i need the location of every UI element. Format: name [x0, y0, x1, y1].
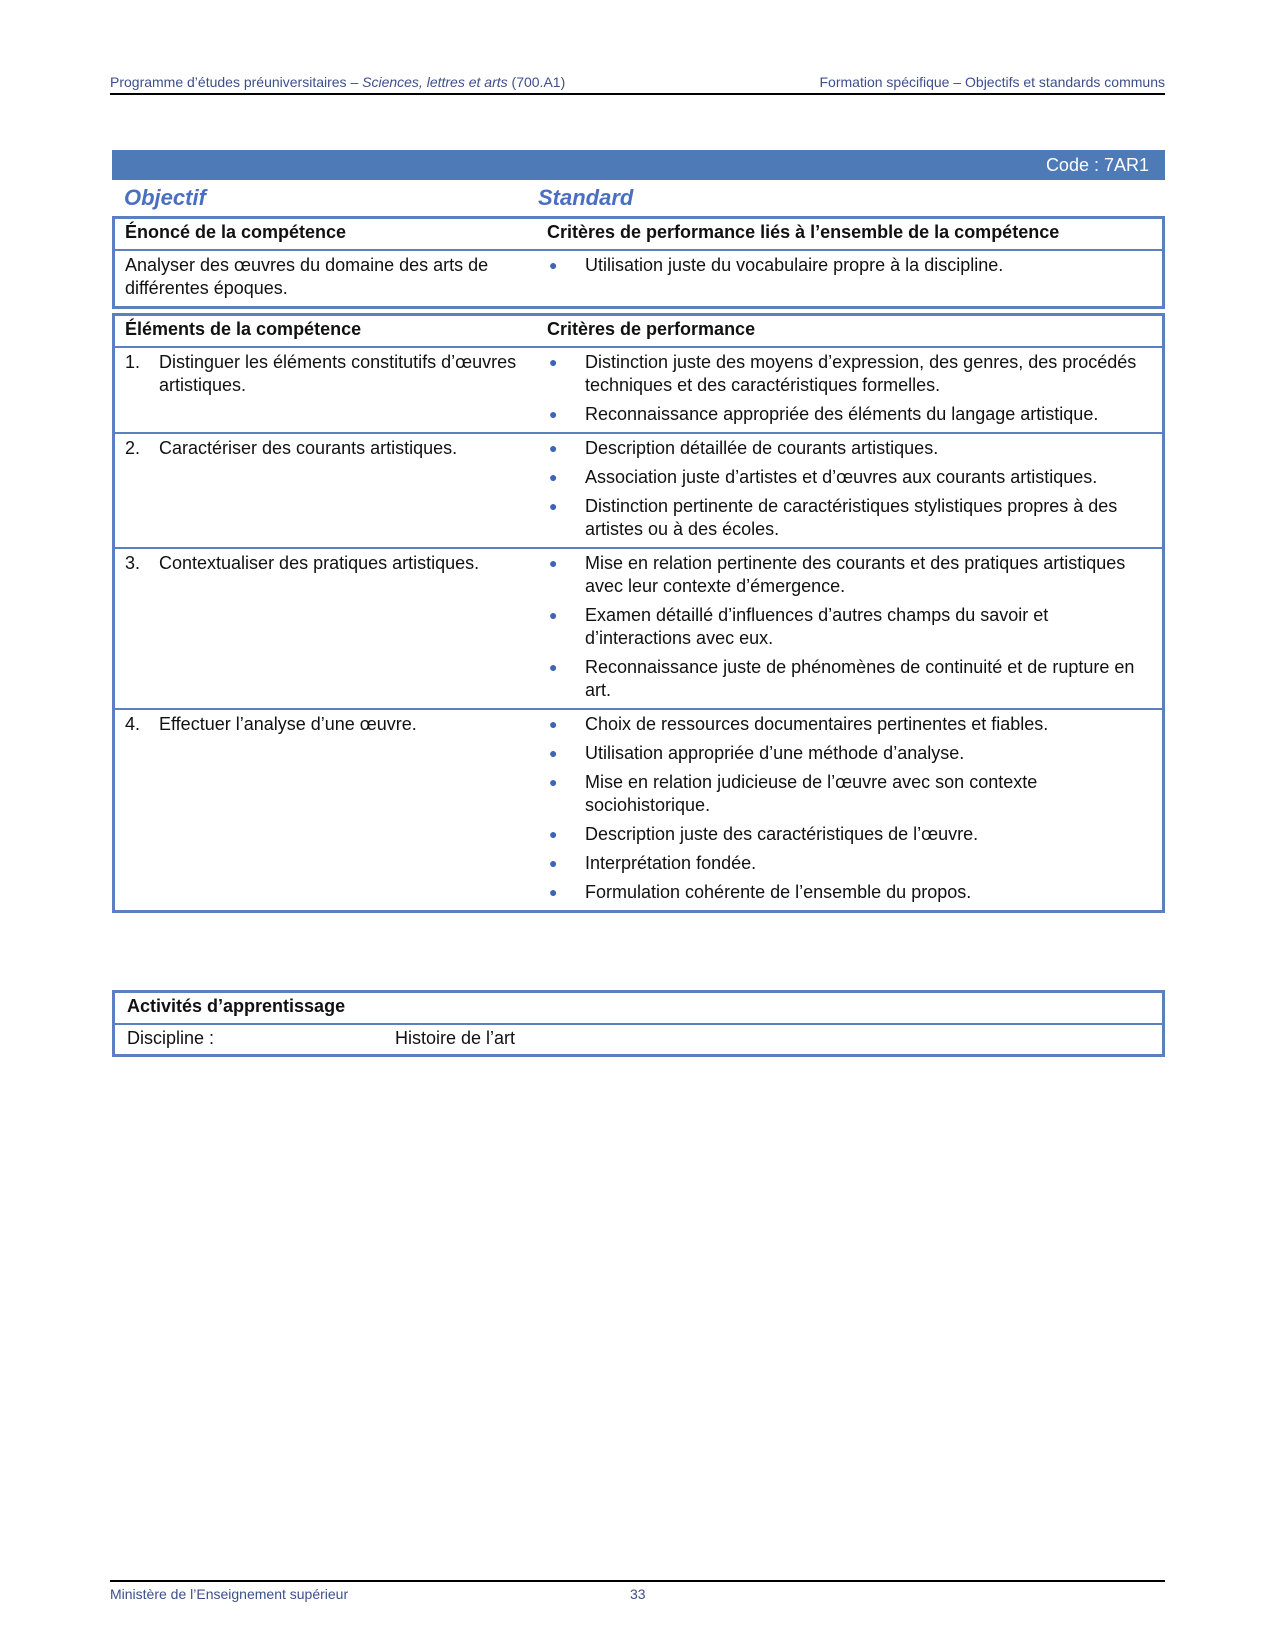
- standard-label: Standard: [538, 185, 634, 210]
- activites-table: [112, 990, 1165, 1057]
- bullet-icon: ●: [549, 440, 558, 456]
- elements-header: Éléments de la compétence: [125, 319, 362, 339]
- element-item: 1. Distinguer les éléments constitutifs d’œuvres artistiques.: [125, 352, 517, 395]
- enonce-text: Analyser des œuvres du domaine des arts de différentes époques.: [125, 255, 489, 298]
- criterion-item: ● Choix de ressources documentaires pertinentes et fiables.: [549, 714, 1049, 734]
- bullet-icon: ●: [549, 745, 558, 761]
- element-row-1: [115, 348, 1162, 434]
- criteria-list: [547, 552, 1152, 702]
- bullet-icon: ●: [549, 498, 558, 514]
- criterion-item: ● Reconnaissance juste de phénomènes de continuité et de rupture en art.: [549, 657, 1135, 700]
- elements-header-row: [115, 316, 1162, 348]
- objectif-label: Objectif: [124, 185, 206, 210]
- competence-row: [115, 251, 1162, 306]
- criterion-item: ● Formulation cohérente de l’ensemble du propos.: [549, 882, 972, 902]
- element-row-4: [115, 710, 1162, 910]
- discipline-row: [115, 1025, 1162, 1054]
- bullet-icon: ●: [549, 855, 558, 871]
- criterion-item: ● Utilisation appropriée d’une méthode d’analyse.: [549, 743, 965, 763]
- competence-table: [112, 216, 1165, 309]
- bullet-icon: ●: [549, 555, 558, 571]
- bullet-icon: ●: [549, 884, 558, 900]
- criterion-item: ● Association juste d’artistes et d’œuvres aux courants artistiques.: [549, 467, 1098, 487]
- criteria-list: [547, 351, 1152, 426]
- page-number: 33: [630, 1586, 646, 1602]
- criterion-item: ● Utilisation juste du vocabulaire propre à la discipline.: [549, 255, 1004, 275]
- element-row-2: [115, 434, 1162, 549]
- discipline-value: Histoire de l’art: [395, 1028, 516, 1048]
- discipline-label: Discipline :: [127, 1028, 215, 1048]
- criterion-item: ● Distinction pertinente de caractéristiques stylistiques propres à des artistes ou à des écoles.: [549, 496, 1118, 539]
- program-title: Programme d’études préuniversitaires – Sciences, lettres et arts (700.A1): [110, 74, 566, 90]
- criterion-item: ● Reconnaissance appropriée des éléments du langage artistique.: [549, 404, 1099, 424]
- element-row-3: [115, 549, 1162, 710]
- criteres-ensemble-list: [547, 254, 1152, 277]
- bullet-icon: ●: [549, 607, 558, 623]
- bullet-icon: ●: [549, 406, 558, 422]
- criteria-list: [547, 437, 1152, 541]
- footer-ministry: Ministère de l’Enseignement supérieur: [110, 1586, 349, 1602]
- criterion-item: ● Mise en relation pertinente des courants et des pratiques artistiques avec leur contexte d’émergence.: [549, 553, 1126, 596]
- page-footer: [110, 1580, 1165, 1602]
- criterion-item: ● Distinction juste des moyens d’expression, des genres, des procédés techniques et des caractéristiques formelles.: [549, 352, 1137, 395]
- criteres-ensemble-header: Critères de performance liés à l’ensemble de la compétence: [547, 222, 1060, 242]
- element-item: 3. Contextualiser des pratiques artistiques.: [125, 553, 480, 573]
- criteres-header: Critères de performance: [547, 319, 756, 339]
- criterion-item: ● Description détaillée de courants artistiques.: [549, 438, 939, 458]
- elements-table: [112, 313, 1165, 913]
- element-item: 2. Caractériser des courants artistiques.: [125, 438, 458, 458]
- enonce-header: Énoncé de la compétence: [125, 222, 347, 242]
- bullet-icon: ●: [549, 354, 558, 370]
- criteria-list: [547, 713, 1152, 904]
- element-item: 4. Effectuer l’analyse d’une œuvre.: [125, 714, 417, 734]
- competence-header-row: [115, 219, 1162, 251]
- criteres-ensemble-cell: [541, 251, 1162, 306]
- activites-title: Activités d’apprentissage: [127, 996, 346, 1016]
- criterion-item: ● Examen détaillé d’influences d’autres champs du savoir et d’interactions avec eux.: [549, 605, 1049, 648]
- objectif-standard-labels: [112, 185, 1165, 211]
- activites-header-row: [115, 993, 1162, 1025]
- criterion-item: ● Mise en relation judicieuse de l’œuvre avec son contexte sociohistorique.: [549, 772, 1038, 815]
- bullet-icon: ●: [549, 257, 558, 273]
- bullet-icon: ●: [549, 716, 558, 732]
- section-title: Formation spécifique – Objectifs et standards communs: [819, 74, 1165, 90]
- bullet-icon: ●: [549, 774, 558, 790]
- bullet-icon: ●: [549, 469, 558, 485]
- bullet-icon: ●: [549, 826, 558, 842]
- bullet-icon: ●: [549, 659, 558, 675]
- code-label: Code : 7AR1: [1045, 154, 1149, 175]
- criterion-item: ● Description juste des caractéristiques de l’œuvre.: [549, 824, 979, 844]
- page-header: [110, 74, 1165, 95]
- criterion-item: ● Interprétation fondée.: [549, 853, 757, 873]
- code-bar: [112, 150, 1165, 180]
